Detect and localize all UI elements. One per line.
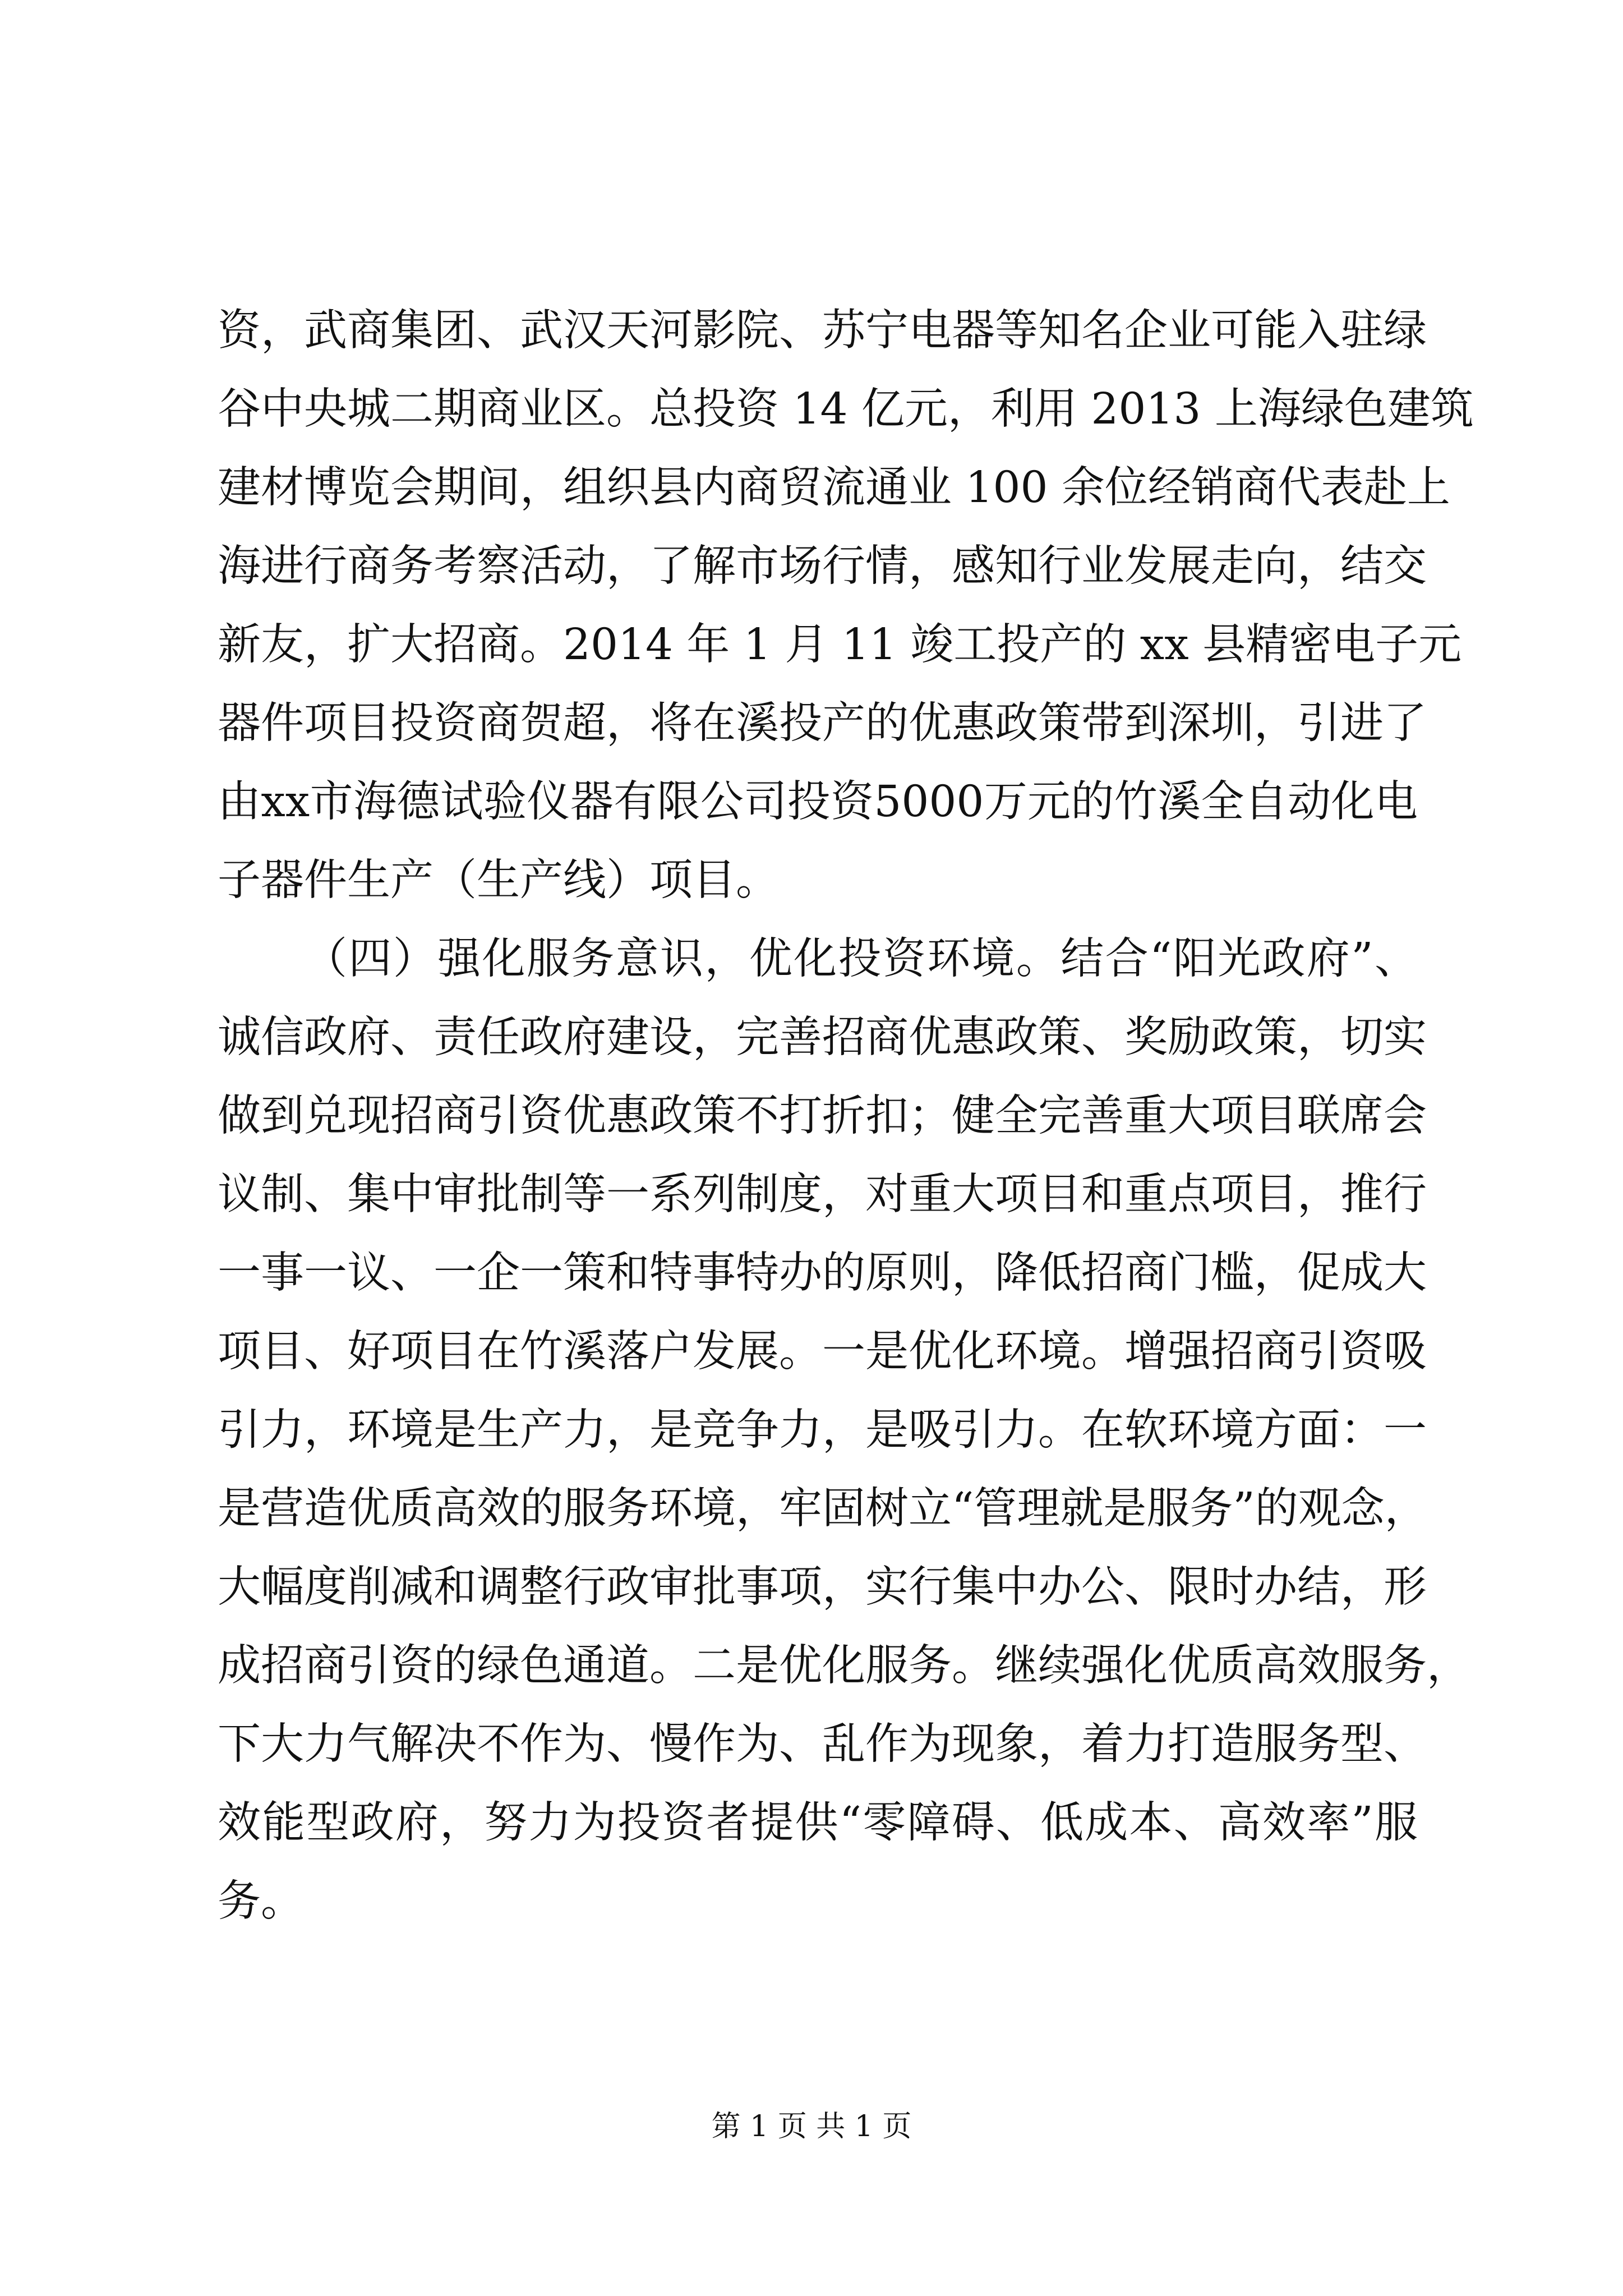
text-line: 谷中央城二期商业区。总投资 14 亿元，利用 2013 上海绿色建筑 xyxy=(218,384,1474,434)
text-line: 一事一议、一企一策和特事特办的原则，降低招商门槛，促成大 xyxy=(218,1248,1427,1298)
text-line: 器件项目投资商贺超，将在溪投产的优惠政策带到深圳，引进了 xyxy=(218,698,1427,748)
text-line: （四）强化服务意识，优化投资环境。结合“阳光政府”、 xyxy=(304,934,1418,984)
text-line: 新友，扩大招商。2014 年 1 月 11 竣工投产的 xx 县精密电子元 xyxy=(218,620,1462,670)
page-footer: 第 1 页 共 1 页 xyxy=(711,2110,912,2143)
text-line: 议制、集中审批制等一系列制度，对重大项目和重点项目，推行 xyxy=(218,1170,1427,1220)
text-line: 项目、好项目在竹溪落户发展。一是优化环境。增强招商引资吸 xyxy=(218,1327,1427,1377)
text-line: 大幅度削减和调整行政审批事项，实行集中办公、限时办结，形 xyxy=(218,1562,1427,1612)
text-line: 务。 xyxy=(218,1876,304,1926)
text-line: 是营造优质高效的服务环境，牢固树立“管理就是服务”的观念， xyxy=(218,1484,1428,1534)
text-line: 由xx市海德试验仪器有限公司投资5000万元的竹溪全自动化电 xyxy=(218,777,1418,827)
text-line: 引力，环境是生产力，是竞争力，是吸引力。在软环境方面：一 xyxy=(218,1405,1427,1455)
text-line: 效能型政府，努力为投资者提供“零障碍、低成本、高效率”服 xyxy=(218,1798,1418,1848)
text-line: 做到兑现招商引资优惠政策不打折扣；健全完善重大项目联席会 xyxy=(218,1091,1427,1141)
document-body xyxy=(218,292,1474,1941)
text-line: 海进行商务考察活动，了解市场行情，感知行业发展走向，结交 xyxy=(218,541,1427,591)
paragraph-investment-projects xyxy=(218,292,1474,920)
text-line: 下大力气解决不作为、慢作为、乱作为现象，着力打造服务型、 xyxy=(218,1719,1427,1769)
text-line: 子器件生产（生产线）项目。 xyxy=(218,855,779,905)
text-line: 成招商引资的绿色通道。二是优化服务。继续强化优质高效服务， xyxy=(218,1641,1470,1691)
text-line: 建材博览会期间，组织县内商贸流通业 100 余位经销商代表赴上 xyxy=(218,463,1450,513)
text-line: 资，武商集团、武汉天河影院、苏宁电器等知名企业可能入驻绿 xyxy=(218,306,1427,356)
text-line: 诚信政府、责任政府建设，完善招商优惠政策、奖励政策，切实 xyxy=(218,1013,1427,1062)
paragraph-service-environment xyxy=(218,920,1470,1941)
